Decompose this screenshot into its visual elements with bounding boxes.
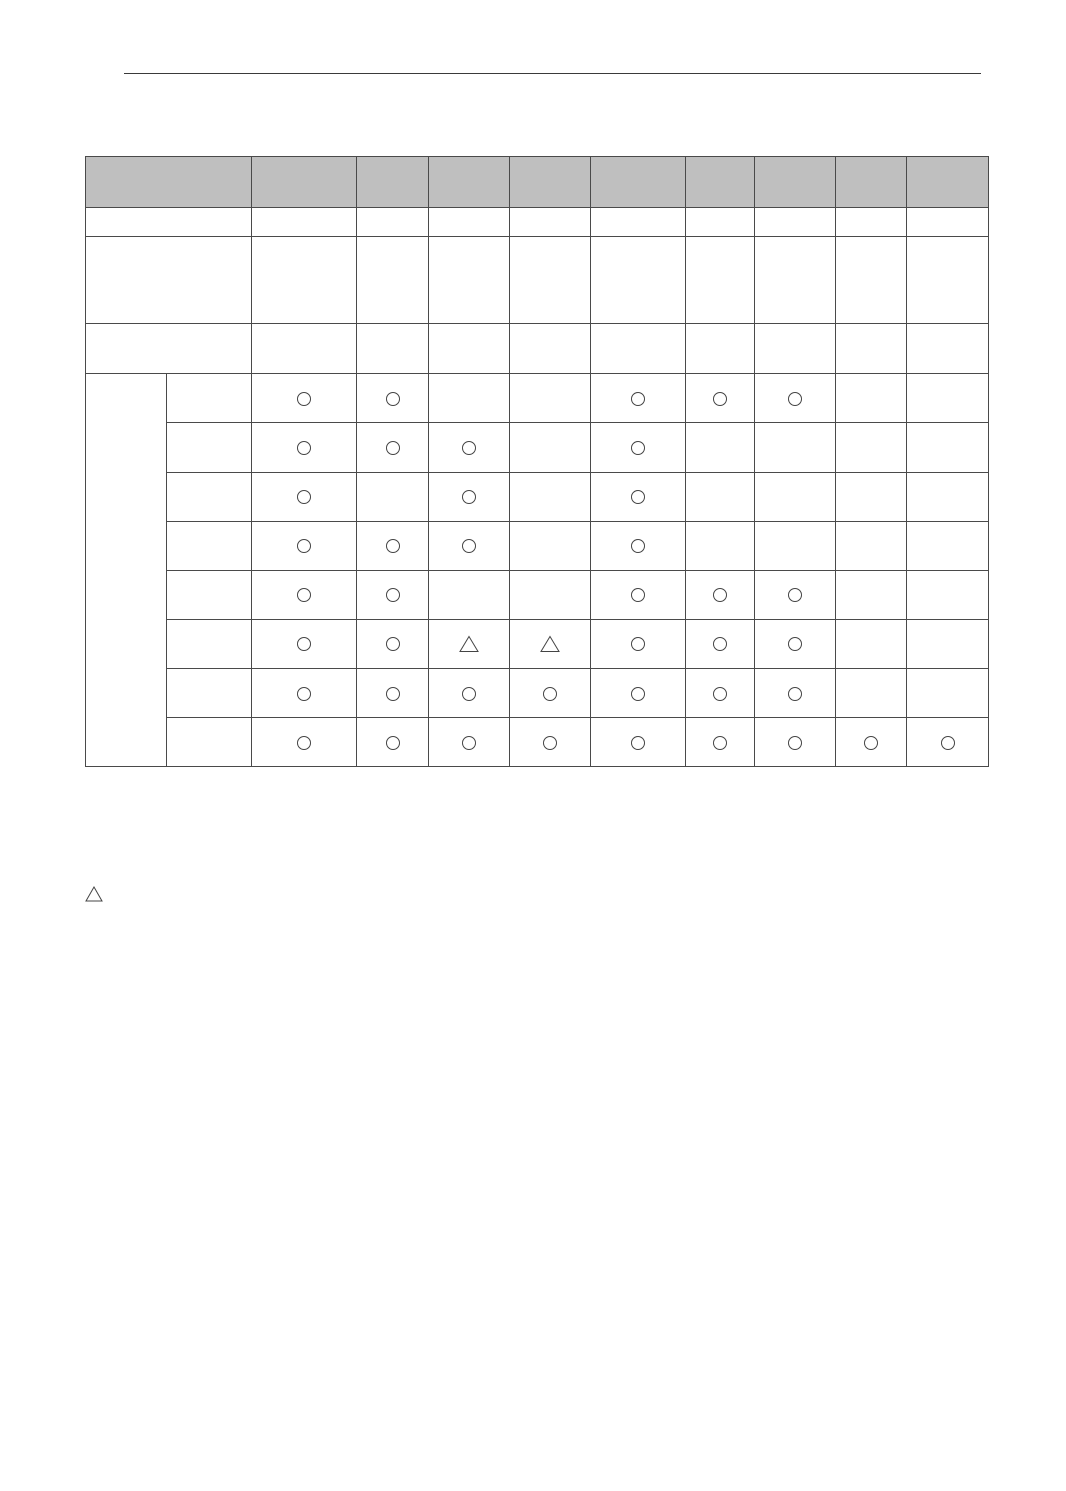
spec-cell [252, 324, 357, 374]
header-cell [357, 157, 429, 208]
table-cell [357, 570, 429, 619]
table-cell [357, 717, 429, 766]
spec-cell [591, 237, 686, 324]
table-cell [591, 668, 686, 717]
header-cell [510, 157, 591, 208]
circle-icon [787, 735, 803, 751]
circle-icon [630, 391, 646, 407]
table-cell [836, 717, 907, 766]
circle-icon [712, 636, 728, 652]
table-cell [755, 668, 836, 717]
table-cell [510, 668, 591, 717]
table-cell [252, 472, 357, 521]
table-cell [755, 717, 836, 766]
header-cell [907, 157, 989, 208]
header-row [86, 157, 989, 208]
spec-label-cell [86, 237, 252, 324]
table-cell [755, 374, 836, 423]
table-cell [836, 521, 907, 570]
spec-cell [429, 237, 510, 324]
circle-icon [787, 636, 803, 652]
table-row [86, 374, 989, 423]
spec-cell [907, 324, 989, 374]
spec-cell [510, 237, 591, 324]
row-label-cell [167, 570, 252, 619]
table-cell [686, 619, 755, 668]
spec-cell [686, 237, 755, 324]
circle-icon [296, 489, 312, 505]
table-cell [591, 521, 686, 570]
spec-cell [591, 324, 686, 374]
row-label-cell [167, 619, 252, 668]
circle-icon [461, 489, 477, 505]
table-cell [686, 423, 755, 472]
header-rule [124, 73, 981, 74]
circle-icon [630, 489, 646, 505]
table-cell [429, 423, 510, 472]
spec-label-cell [86, 208, 252, 237]
table-cell [907, 472, 989, 521]
spec-row [86, 324, 989, 374]
circle-icon [542, 735, 558, 751]
spec-cell [357, 324, 429, 374]
spec-cell [429, 208, 510, 237]
table-cell [755, 521, 836, 570]
spec-cell [686, 208, 755, 237]
table-row [86, 668, 989, 717]
table-cell [429, 374, 510, 423]
triangle-icon [459, 635, 479, 653]
circle-icon [385, 538, 401, 554]
circle-icon [461, 538, 477, 554]
compatibility-table [85, 156, 989, 767]
circle-icon [461, 686, 477, 702]
row-label-cell [167, 374, 252, 423]
compatibility-body [86, 374, 989, 767]
spec-cell [836, 208, 907, 237]
header-cell [755, 157, 836, 208]
header-cell-label [86, 157, 252, 208]
table-cell [907, 423, 989, 472]
table-cell [252, 570, 357, 619]
table-cell [252, 374, 357, 423]
table-cell [836, 374, 907, 423]
spec-cell [252, 208, 357, 237]
table-cell [510, 423, 591, 472]
spec-cell [357, 237, 429, 324]
circle-icon [542, 686, 558, 702]
circle-icon [296, 538, 312, 554]
circle-icon [385, 391, 401, 407]
circle-icon [385, 735, 401, 751]
table-cell [686, 521, 755, 570]
table-row [86, 570, 989, 619]
table-cell [836, 619, 907, 668]
table-cell [591, 717, 686, 766]
table-cell [907, 717, 989, 766]
spec-cell [510, 208, 591, 237]
table-cell [357, 668, 429, 717]
table-cell [357, 619, 429, 668]
table-cell [591, 423, 686, 472]
table-cell [686, 472, 755, 521]
circle-icon [712, 735, 728, 751]
table-cell [429, 521, 510, 570]
row-label-cell [167, 668, 252, 717]
table-cell [755, 570, 836, 619]
spec-cell [836, 324, 907, 374]
table-cell [836, 668, 907, 717]
row-label-cell [167, 423, 252, 472]
table-cell [357, 472, 429, 521]
table-cell [510, 521, 591, 570]
table-cell [510, 374, 591, 423]
row-label-cell [167, 472, 252, 521]
table-cell [429, 717, 510, 766]
legend-triangle-icon [85, 886, 103, 902]
table-cell [836, 423, 907, 472]
spec-label-cell [86, 324, 252, 374]
table-row [86, 423, 989, 472]
triangle-icon [540, 635, 560, 653]
table-cell [429, 619, 510, 668]
table-row [86, 717, 989, 766]
table-cell [357, 374, 429, 423]
circle-icon [385, 636, 401, 652]
spec-cell [686, 324, 755, 374]
table-cell [252, 619, 357, 668]
table-cell [510, 619, 591, 668]
spec-cell [836, 237, 907, 324]
circle-icon [385, 587, 401, 603]
circle-icon [630, 538, 646, 554]
table-cell [357, 423, 429, 472]
circle-icon [296, 636, 312, 652]
table-cell [907, 521, 989, 570]
row-label-cell [167, 717, 252, 766]
group-label-cell [86, 374, 167, 767]
spec-cell [755, 237, 836, 324]
header-cell [252, 157, 357, 208]
table-cell [591, 374, 686, 423]
spec-cell [907, 208, 989, 237]
table-cell [591, 570, 686, 619]
header-cell [429, 157, 510, 208]
circle-icon [296, 735, 312, 751]
circle-icon [787, 391, 803, 407]
circle-icon [630, 735, 646, 751]
table-cell [429, 472, 510, 521]
circle-icon [296, 587, 312, 603]
table-cell [429, 668, 510, 717]
spec-cell [755, 324, 836, 374]
table-cell [357, 521, 429, 570]
spec-cell [907, 237, 989, 324]
spec-cell [510, 324, 591, 374]
table-cell [252, 717, 357, 766]
table-cell [907, 374, 989, 423]
table-cell [510, 717, 591, 766]
circle-icon [461, 735, 477, 751]
table-cell [252, 668, 357, 717]
table-cell [755, 423, 836, 472]
table-cell [686, 374, 755, 423]
circle-icon [385, 440, 401, 456]
table-row [86, 619, 989, 668]
table-cell [686, 668, 755, 717]
spec-cell [252, 237, 357, 324]
table-cell [591, 472, 686, 521]
table-cell [429, 570, 510, 619]
table-cell [591, 619, 686, 668]
table-cell [907, 570, 989, 619]
table-row [86, 521, 989, 570]
table-cell [755, 472, 836, 521]
header-cell [686, 157, 755, 208]
circle-icon [296, 391, 312, 407]
circle-icon [787, 686, 803, 702]
circle-icon [461, 440, 477, 456]
table-cell [907, 619, 989, 668]
circle-icon [630, 636, 646, 652]
circle-icon [630, 587, 646, 603]
table-cell [836, 472, 907, 521]
spec-cell [429, 324, 510, 374]
table-cell [510, 570, 591, 619]
table-cell [686, 570, 755, 619]
table-cell [686, 717, 755, 766]
circle-icon [630, 440, 646, 456]
table-cell [252, 423, 357, 472]
circle-icon [712, 686, 728, 702]
circle-icon [630, 686, 646, 702]
circle-icon [940, 735, 956, 751]
spec-cell [357, 208, 429, 237]
spec-cell [591, 208, 686, 237]
header-cell [591, 157, 686, 208]
table-cell [755, 619, 836, 668]
circle-icon [296, 440, 312, 456]
table-cell [510, 472, 591, 521]
table-cell [252, 521, 357, 570]
table-row [86, 472, 989, 521]
table-cell [836, 570, 907, 619]
circle-icon [385, 686, 401, 702]
table-cell [907, 668, 989, 717]
spec-cell [755, 208, 836, 237]
row-label-cell [167, 521, 252, 570]
circle-icon [712, 587, 728, 603]
header-cell [836, 157, 907, 208]
circle-icon [787, 587, 803, 603]
circle-icon [712, 391, 728, 407]
spec-row [86, 237, 989, 324]
circle-icon [863, 735, 879, 751]
circle-icon [296, 686, 312, 702]
spec-row [86, 208, 989, 237]
